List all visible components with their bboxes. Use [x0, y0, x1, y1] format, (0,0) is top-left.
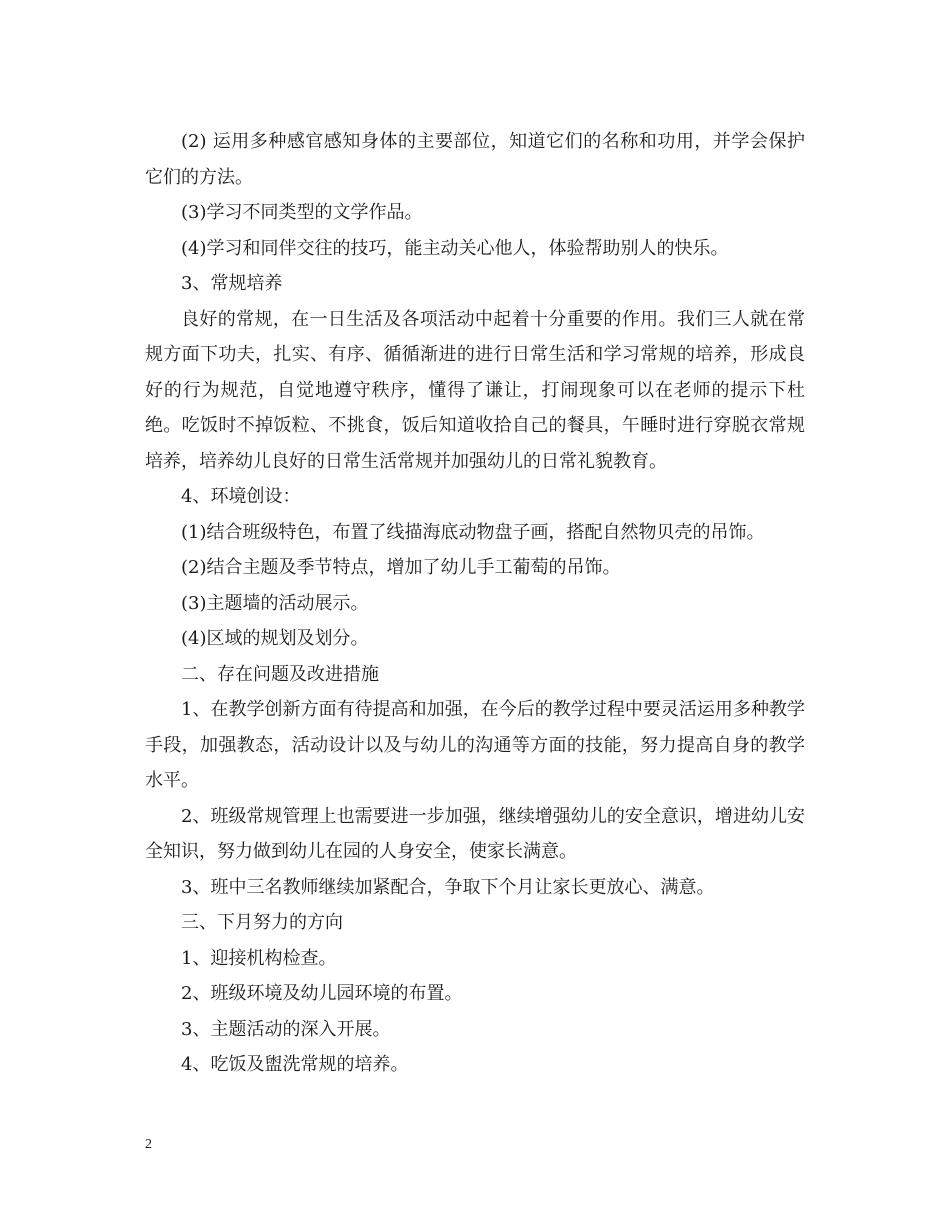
paragraph-next-3: 3、主题活动的深入开展。	[181, 1018, 391, 1040]
paragraph-env-3: (3)主题墙的活动展示。	[181, 592, 369, 614]
document-body	[145, 124, 805, 1083]
heading-routine-training: 3、常规培养	[181, 273, 283, 294]
paragraph-problem-3: 3、班中三名教师继续加紧配合，争取下个月让家长更放心、满意。	[181, 876, 715, 898]
paragraph-peer-skills: (4)学习和同伴交往的技巧，能主动关心他人，体验帮助别人的快乐。	[181, 237, 729, 259]
heading-problems: 二、存在问题及改进措施	[181, 663, 379, 685]
paragraph-env-4: (4)区域的规划及划分。	[181, 628, 369, 649]
paragraph-routine-details: 良好的常规，在一日生活及各项活动中起着十分重要的作用。我们三人就在常规方面下功夫，扎实、有序、循循渐进的进行日常生活和学习常规的培养，形成良好的行为规范，自觉地遵守秩序，懂得了谦让，打闹现象可以在老师的提示下杜绝。吃饭时不掉饭粒、不挑食，饭后知道收拾自己的餐具，午睡时进行穿脱衣常规培养，培养幼儿良好的日常生活常规并加强幼儿的日常礼貌教育。	[145, 308, 805, 472]
paragraph-next-4: 4、吃饭及盥洗常规的培养。	[181, 1054, 409, 1075]
paragraph-env-1: (1)结合班级特色，布置了线描海底动物盘子画，搭配自然物贝壳的吊饰。	[181, 521, 765, 543]
paragraph-env-2: (2)结合主题及季节特点，增加了幼儿手工葡萄的吊饰。	[181, 557, 621, 578]
paragraph-problem-2: 2、班级常规管理上也需要进一步加强，继续增强幼儿的安全意识，增进幼儿安全知识，努力做到幼儿在园的人身安全，使家长满意。	[145, 805, 805, 862]
paragraph-sense-body-parts: (2) 运用多种感官感知身体的主要部位，知道它们的名称和功用，并学会保护它们的方法。	[145, 131, 805, 188]
heading-next-month: 三、下月努力的方向	[181, 912, 343, 933]
page-number: 2	[145, 1137, 152, 1152]
paragraph-next-1: 1、迎接机构检查。	[181, 947, 337, 969]
paragraph-literature: (3)学习不同类型的文学作品。	[181, 202, 423, 223]
heading-environment: 4、环境创设：	[181, 486, 301, 507]
paragraph-problem-1: 1、在教学创新方面有待提高和加强，在今后的教学过程中要灵活运用多种教学手段，加强教态，活动设计以及与幼儿的沟通等方面的技能，努力提高自身的教学水平。	[145, 699, 805, 791]
paragraph-next-2: 2、班级环境及幼儿园环境的布置。	[181, 983, 463, 1004]
